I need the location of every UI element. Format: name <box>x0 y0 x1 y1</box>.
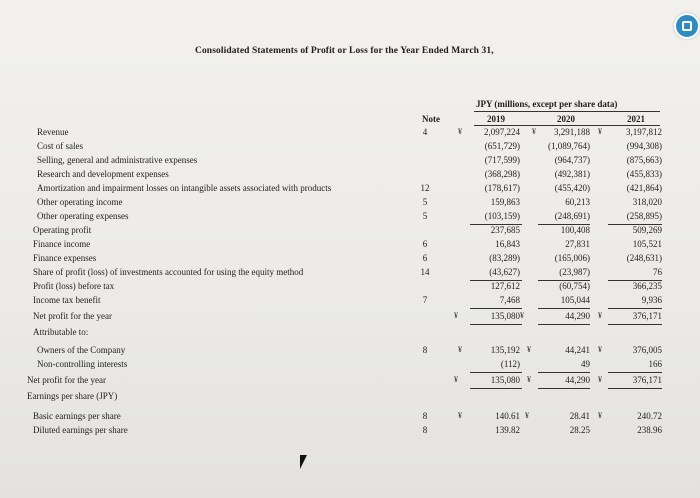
row-label: Cost of sales <box>37 141 83 151</box>
value-cell-2021: 166 <box>648 359 662 369</box>
row-note: 8 <box>422 425 428 435</box>
table-row <box>0 169 700 183</box>
value-cell-2020: (455,420) <box>554 183 590 193</box>
subtotal-rule <box>608 308 662 309</box>
yen-symbol: ¥ <box>532 127 536 136</box>
value-cell-2021: 509,269 <box>632 225 662 235</box>
subtotal-rule <box>470 388 522 389</box>
value-cell-2020: 49 <box>581 359 590 369</box>
table-row <box>0 225 700 239</box>
value-cell-2021: 3,197,812 <box>626 127 662 137</box>
row-label: Selling, general and administrative expenses <box>37 155 198 165</box>
yen-symbol: ¥ <box>527 345 531 354</box>
table-row <box>0 183 700 197</box>
row-label: Research and development expenses <box>37 169 169 179</box>
table-row <box>0 281 700 295</box>
value-cell-2019: 7,468 <box>499 295 520 305</box>
value-cell-2021: 76 <box>653 267 662 277</box>
value-cell-2021: 376,171 <box>632 375 662 385</box>
yen-symbol: ¥ <box>598 345 602 354</box>
row-note: 6 <box>422 253 428 263</box>
subtotal-rule <box>470 372 522 373</box>
value-cell-2019: (717,599) <box>484 155 520 165</box>
value-cell-2019: 2,097,224 <box>484 127 520 137</box>
subtotal-rule <box>608 324 662 325</box>
mouse-cursor-icon <box>300 455 314 469</box>
value-cell-2019: 135,192 <box>490 345 520 355</box>
value-cell-2021: (455,833) <box>626 169 662 179</box>
row-label: Basic earnings per share <box>33 411 121 421</box>
row-label: Profit (loss) before tax <box>33 281 115 291</box>
row-label: Revenue <box>37 127 69 137</box>
table-row <box>0 127 700 141</box>
row-note: 8 <box>422 345 428 355</box>
value-cell-2020: (1,089,764) <box>548 141 590 151</box>
subtotal-rule <box>538 308 590 309</box>
value-cell-2020: 100,408 <box>560 225 590 235</box>
row-note: 7 <box>422 295 428 305</box>
value-cell-2019: (103,159) <box>484 211 520 221</box>
subtotal-rule <box>538 324 590 325</box>
table-row <box>0 141 700 155</box>
yen-symbol: ¥ <box>458 345 462 354</box>
value-cell-2020: 105,044 <box>560 295 590 305</box>
header-rule-bottom <box>474 125 660 126</box>
yen-symbol: ¥ <box>458 411 462 420</box>
value-cell-2021: 366,235 <box>632 281 662 291</box>
value-cell-2021: 105,521 <box>632 239 662 249</box>
row-label: Income tax benefit <box>33 295 101 305</box>
table-row <box>0 375 700 389</box>
yen-symbol: ¥ <box>598 375 602 384</box>
row-label: Net profit for the year <box>33 311 112 321</box>
value-cell-2019: 127,612 <box>490 281 520 291</box>
value-cell-2020: 27,831 <box>565 239 590 249</box>
row-note: 5 <box>422 197 428 207</box>
header-rule <box>474 111 660 112</box>
value-cell-2021: 318,020 <box>632 197 662 207</box>
value-cell-2019: 139.82 <box>495 425 520 435</box>
table-row <box>0 411 700 425</box>
row-label: Non-controlling interests <box>37 359 128 369</box>
value-cell-2020: (492,381) <box>554 169 590 179</box>
row-note: 4 <box>422 127 428 137</box>
value-cell-2019: (178,617) <box>484 183 520 193</box>
table-row <box>0 391 700 405</box>
value-cell-2021: (258,895) <box>626 211 662 221</box>
value-cell-2020: 44,241 <box>565 345 590 355</box>
table-row <box>0 425 700 439</box>
yen-symbol: ¥ <box>454 375 458 384</box>
year-header-2021: 2021 <box>627 114 645 124</box>
value-cell-2019: 135,080 <box>490 375 520 385</box>
yen-symbol: ¥ <box>458 127 462 136</box>
value-cell-2020: (165,006) <box>554 253 590 263</box>
year-header-2020: 2020 <box>557 114 575 124</box>
row-label: Finance income <box>33 239 91 249</box>
table-row <box>0 327 700 341</box>
value-cell-2019: (112) <box>500 359 520 369</box>
value-cell-2021: 376,005 <box>632 345 662 355</box>
table-row <box>0 155 700 169</box>
value-cell-2021: 9,936 <box>641 295 662 305</box>
value-cell-2020: 60,213 <box>565 197 590 207</box>
subtotal-rule <box>608 388 662 389</box>
value-cell-2019: 135,080 <box>490 311 520 321</box>
row-label: Operating profit <box>33 225 92 235</box>
yen-symbol: ¥ <box>598 411 602 420</box>
table-row <box>0 311 700 325</box>
value-cell-2021: 376,171 <box>632 311 662 321</box>
value-cell-2020: (248,691) <box>554 211 590 221</box>
table-row <box>0 359 700 373</box>
value-cell-2021: (875,663) <box>626 155 662 165</box>
yen-symbol: ¥ <box>598 127 602 136</box>
row-label: Diluted earnings per share <box>33 425 128 435</box>
value-cell-2019: 159,863 <box>490 197 520 207</box>
value-cell-2020: 28.25 <box>569 425 590 435</box>
value-cell-2020: (964,737) <box>554 155 590 165</box>
table-row <box>0 295 700 309</box>
value-cell-2019: 140.61 <box>495 411 520 421</box>
subtotal-rule <box>470 324 522 325</box>
row-label: Other operating income <box>37 197 123 207</box>
note-header: Note <box>422 114 440 124</box>
unit-header: JPY (millions, except per share data) <box>476 99 618 109</box>
value-cell-2021: 238.96 <box>637 425 662 435</box>
value-cell-2020: 44,290 <box>565 375 590 385</box>
value-cell-2019: (83,289) <box>489 253 520 263</box>
row-note: 8 <box>422 411 428 421</box>
subtotal-rule <box>470 308 522 309</box>
app-badge-icon[interactable] <box>674 13 700 39</box>
statement-title: Consolidated Statements of Profit or Loss for the Year Ended March 31, <box>195 46 494 56</box>
value-cell-2020: 44,290 <box>565 311 590 321</box>
value-cell-2019: (368,298) <box>484 169 520 179</box>
yen-symbol: ¥ <box>454 311 458 320</box>
row-note: 6 <box>422 239 428 249</box>
table-row <box>0 239 700 253</box>
row-label: Finance expenses <box>33 253 97 263</box>
value-cell-2020: 3,291,188 <box>554 127 590 137</box>
value-cell-2021: (421,864) <box>626 183 662 193</box>
yen-symbol: ¥ <box>520 311 524 320</box>
subtotal-rule <box>538 388 590 389</box>
yen-symbol: ¥ <box>525 411 529 420</box>
value-cell-2019: 237,685 <box>490 225 520 235</box>
subtotal-rule <box>608 372 662 373</box>
row-label: Attributable to: <box>33 327 89 337</box>
row-label: Amortization and impairment losses on intangible assets associated with products <box>37 183 332 193</box>
row-note: 12 <box>420 183 430 193</box>
row-note: 5 <box>422 211 428 221</box>
value-cell-2019: (651,729) <box>484 141 520 151</box>
table-row <box>0 197 700 211</box>
value-cell-2021: 240.72 <box>637 411 662 421</box>
table-row <box>0 267 700 281</box>
table-row <box>0 345 700 359</box>
row-note: 14 <box>420 267 430 277</box>
row-label: Other operating expenses <box>37 211 129 221</box>
yen-symbol: ¥ <box>527 375 531 384</box>
row-label: Net profit for the year <box>27 375 106 385</box>
value-cell-2019: (43,627) <box>489 267 520 277</box>
value-cell-2021: (994,308) <box>626 141 662 151</box>
value-cell-2020: (60,754) <box>559 281 590 291</box>
table-row <box>0 253 700 267</box>
year-header-2019: 2019 <box>487 114 505 124</box>
value-cell-2020: (23,987) <box>559 267 590 277</box>
value-cell-2021: (248,631) <box>626 253 662 263</box>
yen-symbol: ¥ <box>598 311 602 320</box>
subtotal-rule <box>538 372 590 373</box>
row-label: Earnings per share (JPY) <box>27 391 118 401</box>
value-cell-2020: 28.41 <box>569 411 590 421</box>
row-label: Owners of the Company <box>37 345 126 355</box>
row-label: Share of profit (loss) of investments accounted for using the equity method <box>33 267 304 277</box>
table-row <box>0 211 700 225</box>
value-cell-2019: 16,843 <box>495 239 520 249</box>
